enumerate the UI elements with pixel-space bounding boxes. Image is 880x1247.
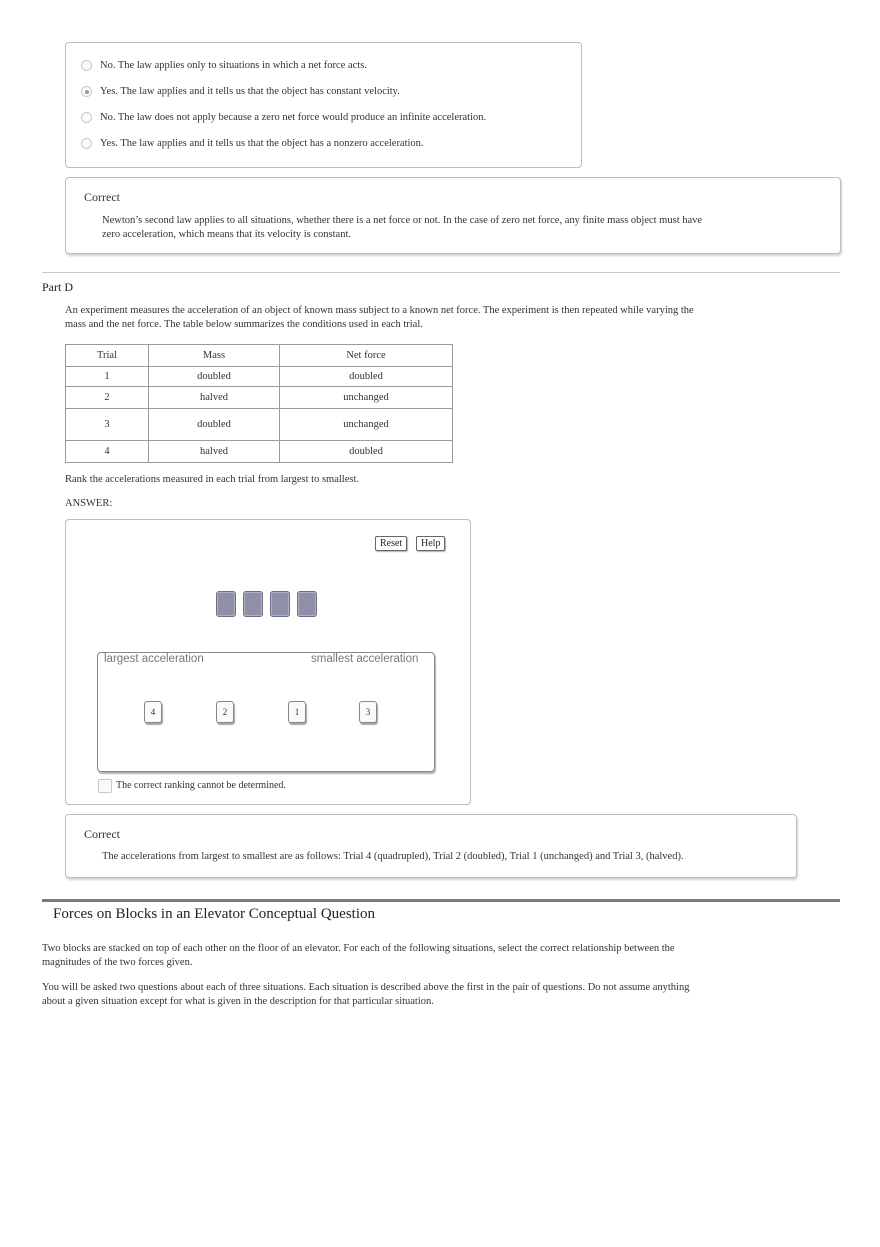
table-header-row	[66, 345, 453, 367]
table-cell: 2	[66, 387, 149, 409]
table-cell: 3	[66, 409, 149, 441]
part-c-options-panel	[65, 42, 582, 168]
part-d-heading: Part D	[42, 280, 73, 294]
table-cell: doubled	[149, 367, 280, 387]
paragraph-2-line-2: about a given situation except for what is given in the description for that particular situation.	[42, 996, 434, 1007]
option-1-label: No. The law applies only to situations in which a net force acts.	[100, 60, 367, 71]
table-cell: 4	[66, 441, 149, 463]
option-3-label: No. The law does not apply because a zero net force would produce an infinite acceleration.	[100, 112, 487, 123]
ranked-tile[interactable]: 2	[216, 701, 234, 723]
paragraph-1-line-1: Two blocks are stacked on top of each other on the floor of an elevator. For each of the following situations, select the correct relationship between the	[42, 943, 675, 954]
table-cell: unchanged	[280, 387, 453, 409]
option-2-label: Yes. The law applies and it tells us that the object has constant velocity.	[100, 86, 400, 97]
ranking-question: Rank the accelerations measured in each trial from largest to smallest.	[65, 474, 359, 485]
table-cell: doubled	[280, 441, 453, 463]
part-c-feedback-panel	[65, 177, 841, 254]
option-3[interactable]	[81, 112, 486, 123]
next-question-paragraph-1	[42, 942, 675, 970]
table-header-cell: Net force	[280, 345, 453, 367]
option-2[interactable]	[81, 86, 400, 97]
smallest-acceleration-label: smallest acceleration	[311, 653, 419, 665]
table-cell: halved	[149, 387, 280, 409]
trials-table	[65, 344, 453, 463]
largest-acceleration-label: largest acceleration	[104, 653, 204, 665]
table-row	[66, 441, 453, 463]
table-row	[66, 409, 453, 441]
table-cell: halved	[149, 441, 280, 463]
ranked-tile[interactable]: 4	[144, 701, 162, 723]
paragraph-2-line-1: You will be asked two questions about each of three situations. Each situation is described above the first in the pair of questions. Do not assume anything	[42, 982, 690, 993]
option-4[interactable]	[81, 138, 424, 149]
table-row	[66, 387, 453, 409]
table-cell: 1	[66, 367, 149, 387]
part-d-intro-line-2: mass and the net force. The table below summarizes the conditions used in each trial.	[65, 319, 423, 330]
divider	[42, 272, 840, 273]
ranked-tile[interactable]: 3	[359, 701, 377, 723]
option-4-label: Yes. The law applies and it tells us that the object has a nonzero acceleration.	[100, 138, 424, 149]
part-c-feedback-line-2: zero acceleration, which means that its velocity is constant.	[102, 229, 351, 240]
part-d-feedback-title: Correct	[84, 827, 120, 841]
table-cell: unchanged	[280, 409, 453, 441]
empty-slot[interactable]	[243, 591, 263, 617]
option-1[interactable]	[81, 60, 367, 71]
part-d-intro-line-1: An experiment measures the acceleration of an object of known mass subject to a known net force. The experiment is then repeated while varying the	[65, 305, 694, 316]
empty-slot[interactable]	[216, 591, 236, 617]
paragraph-1-line-2: magnitudes of the two forces given.	[42, 957, 193, 968]
part-d-intro	[65, 304, 694, 332]
option-2-radio[interactable]	[81, 86, 92, 97]
empty-slot[interactable]	[297, 591, 317, 617]
section-divider	[42, 899, 840, 902]
answer-label: ANSWER:	[65, 498, 113, 509]
cannot-determine-label: The correct ranking cannot be determined.	[116, 780, 286, 791]
table-row	[66, 367, 453, 387]
option-1-radio[interactable]	[81, 60, 92, 71]
option-3-radio[interactable]	[81, 112, 92, 123]
part-c-feedback-title: Correct	[84, 190, 120, 204]
table-cell: doubled	[149, 409, 280, 441]
cannot-determine-checkbox[interactable]	[98, 779, 112, 793]
part-d-feedback-body: The accelerations from largest to smallest are as follows: Trial 4 (quadrupled), Trial 2 (doubled), Trial 1 (unchanged) and Trial 3, (halved).	[102, 851, 684, 862]
reset-button[interactable]: Reset	[375, 536, 407, 551]
table-header-cell: Mass	[149, 345, 280, 367]
next-question-paragraph-2	[42, 981, 689, 1009]
option-4-radio[interactable]	[81, 138, 92, 149]
table-cell: doubled	[280, 367, 453, 387]
empty-slot[interactable]	[270, 591, 290, 617]
next-question-title: Forces on Blocks in an Elevator Conceptual Question	[53, 906, 376, 922]
part-c-feedback-line-1: Newton’s second law applies to all situations, whether there is a net force or not. In the case of zero net force, any finite mass object must have	[102, 215, 703, 226]
part-d-feedback-panel	[65, 814, 797, 878]
help-button[interactable]: Help	[416, 536, 445, 551]
table-header-cell: Trial	[66, 345, 149, 367]
part-c-feedback-body	[102, 214, 702, 242]
ranked-tile[interactable]: 1	[288, 701, 306, 723]
